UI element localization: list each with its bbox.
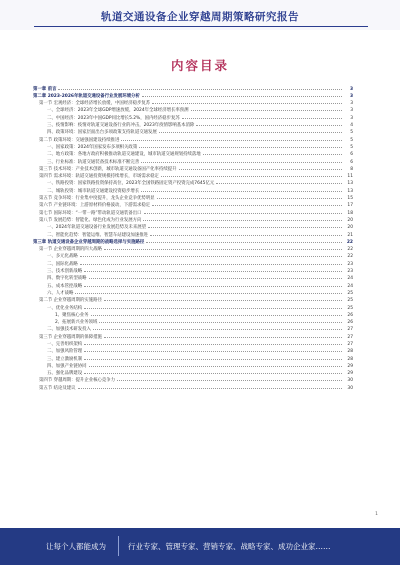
toc-leader-dots [161, 172, 342, 178]
toc-entry[interactable] [33, 193, 353, 200]
toc-entry[interactable] [33, 142, 353, 149]
toc-entry-line [33, 223, 353, 230]
toc-entry-label: 二、国际化战略 [47, 261, 78, 267]
toc-entry-page: 22 [347, 247, 353, 252]
toc-entry-page: 3 [349, 93, 353, 99]
toc-leader-dots [80, 252, 342, 258]
toc-entry-label: 第五节 竞争环境：行业集中度提升，龙头企业竞争优势明显 [39, 196, 155, 201]
toc-leader-dots [99, 318, 342, 324]
toc-entry-line [33, 288, 353, 295]
toc-entry[interactable] [33, 332, 353, 339]
toc-entry-page: 25 [347, 298, 353, 303]
toc-entry-line [33, 186, 353, 193]
toc-entry-page: 27 [347, 327, 353, 333]
toc-entry-label: 四、数字化转型战略 [47, 276, 87, 282]
toc-entry-label: 第三节 技术环境：产业技术创新，城市轨道交通设备国产化率持续提升 [39, 166, 177, 172]
toc-leader-dots [93, 325, 342, 331]
toc-entry-line [33, 215, 353, 222]
toc-entry[interactable] [33, 361, 353, 368]
report-title: 轨道交通设备企业穿越周期策略研究报告 [101, 11, 299, 23]
toc-entry-label: 1、聚焦核心业务 [55, 312, 89, 318]
toc-leader-dots [84, 354, 342, 360]
toc-entry[interactable] [33, 150, 353, 157]
toc-entry-page: 24 [347, 276, 353, 282]
toc-entry-page: 18 [347, 210, 353, 216]
toc-entry-label: 五、成本管控战略 [47, 283, 83, 289]
toc-entry-line [33, 318, 353, 325]
toc-leader-dots [89, 361, 342, 367]
toc-entry-label: 第二节 政策环境：交通强国建设持续推进 [39, 137, 120, 143]
toc-entry-page: 8 [350, 166, 353, 172]
toc-heading: 内容目录 [170, 58, 229, 73]
toc-entry-line [33, 201, 353, 208]
toc-entry-line [33, 281, 353, 288]
toc-entry-page: 3 [349, 86, 353, 92]
toc-entry[interactable] [33, 318, 353, 325]
toc-entry-label: 二、加强风险管理 [47, 349, 83, 354]
toc-entry-label: 第六节 产业链环境：上游原材料价格波动，下游需求稳定 [39, 203, 151, 209]
toc-leader-dots [179, 164, 342, 170]
toc-leader-dots [141, 157, 342, 163]
toc-entry-line [33, 99, 353, 106]
toc-entry-line [33, 128, 353, 135]
toc-entry-label: 第三节 企业穿越周期的保障措施 [39, 334, 102, 340]
toc-entry[interactable] [33, 230, 353, 237]
toc-entry[interactable] [33, 376, 353, 383]
toc-entry[interactable] [33, 274, 353, 281]
toc-leader-dots [203, 150, 342, 156]
toc-entry[interactable] [33, 201, 353, 208]
footer-slogan: 让每个人都能成为 [46, 542, 106, 551]
toc-entry-line [33, 310, 353, 317]
toc-entry-label: 一、优化业务结构 [47, 305, 83, 311]
toc-leader-dots [89, 274, 342, 280]
toc-entry[interactable] [33, 383, 353, 390]
toc-entry-line [33, 303, 353, 310]
toc-leader-dots [143, 215, 342, 221]
toc-entry-page: 27 [347, 341, 353, 347]
toc-entry-line [33, 142, 353, 149]
toc-entry[interactable] [33, 164, 353, 171]
toc-entry[interactable] [33, 303, 353, 310]
toc-entry-label: 一、全球经济：2023年全球GDP增速放缓，2024年全球经济增长率预测 [47, 108, 189, 114]
toc-leader-dots [91, 310, 342, 316]
toc-entry-page: 22 [346, 239, 353, 245]
toc-entry-line [33, 274, 353, 281]
toc-entry-page: 11 [347, 174, 353, 179]
toc-entry-label: 二、中国经济：2023年中国GDP同比增长5.2%，国内经济稳步复苏 [47, 115, 180, 121]
page-header [0, 0, 400, 30]
toc-entry[interactable] [33, 186, 353, 193]
toc-entry-page: 30 [347, 378, 353, 384]
toc-entry-line [33, 296, 353, 303]
toc-entry-line [33, 266, 353, 273]
toc-entry[interactable] [33, 369, 353, 376]
toc-entry-page: 4 [350, 123, 353, 128]
toc-entry-label: 第三章 轨道交通设备企业穿越周期的战略选择与实施路径 [33, 239, 145, 245]
toc-leader-dots [152, 201, 342, 207]
toc-entry-label: 三、行业标准：轨道交通装备技术标准不断完善 [47, 159, 140, 165]
toc-entry-label: 第四节 穿越周期：提升企业核心竞争力 [39, 378, 116, 384]
toc-entry-line [33, 91, 353, 98]
toc-entry-page: 20 [347, 225, 353, 230]
toc-leader-dots [84, 339, 342, 345]
toc-entry-label: 一、多元化战略 [47, 254, 78, 260]
toc-leader-dots [157, 193, 342, 199]
toc-entry[interactable] [33, 208, 353, 215]
toc-entry-line [33, 230, 353, 237]
toc-leader-dots [142, 91, 342, 97]
toc-entry-page: 3 [350, 115, 353, 121]
toc-entry-page: 3 [350, 108, 353, 114]
toc-leader-dots [121, 135, 342, 141]
toc-leader-dots [84, 303, 342, 309]
toc-entry-page: 24 [347, 283, 353, 289]
toc-entry-line [33, 164, 353, 171]
toc-entry[interactable] [33, 339, 353, 346]
footer-divider [118, 536, 119, 556]
toc-entry-page: 13 [347, 188, 353, 194]
toc-leader-dots [182, 113, 342, 119]
toc-leader-dots [75, 288, 342, 294]
toc-entry-page: 25 [347, 290, 353, 296]
toc-entry-label: 五、强化品牌建设 [47, 371, 83, 376]
toc-entry[interactable] [33, 172, 353, 179]
toc-entry[interactable] [33, 281, 353, 288]
toc-leader-dots [141, 186, 342, 192]
toc-entry-page: 21 [347, 232, 353, 238]
toc-entry-label: 二、城轨投资：城市轨道交通建设投资稳步增长 [47, 188, 140, 194]
toc-entry-page: 28 [347, 349, 353, 354]
toc-entry-line [33, 208, 353, 215]
toc-entry-line [33, 172, 353, 179]
toc-entry-line [33, 252, 353, 259]
toc-entry-label: 三、技术创新战略 [47, 269, 83, 274]
toc-entry-label: 一、完善组织架构 [47, 341, 83, 347]
toc-entry-label: 第七节 国际环境：“一带一路”带动轨道交通装备出口 [39, 210, 142, 216]
toc-entry-line [33, 332, 353, 339]
toc-leader-dots [104, 296, 342, 302]
toc-entry[interactable] [33, 106, 353, 113]
toc-entry-page: 25 [347, 305, 353, 311]
toc-entry-label: 第二章 2023-2026年轨道交通设备行业发展环境分析 [33, 93, 140, 99]
toc-entry-label: 二、智能化趋势：智能运维、智慧车站建设加速推进 [47, 232, 148, 238]
toc-leader-dots [196, 120, 342, 126]
toc-entry-label: 二、地方政策：各地方政府积极推动轨道交通建设，城市轨道交通规划持续落地 [47, 152, 201, 157]
table-of-contents [33, 84, 353, 390]
toc-chapter-entry[interactable] [33, 237, 353, 244]
toc-entry[interactable] [33, 252, 353, 259]
page-number: 1 [375, 512, 378, 517]
toc-entry[interactable] [33, 223, 353, 230]
toc-entry[interactable] [33, 215, 353, 222]
toc-entry-line [33, 325, 353, 332]
toc-entry[interactable] [33, 325, 353, 332]
toc-entry-page: 17 [347, 203, 353, 209]
toc-entry-line [33, 193, 353, 200]
toc-entry-line [33, 113, 353, 120]
toc-entry-line [33, 106, 353, 113]
toc-entry-page: 5 [350, 137, 353, 143]
toc-entry-line [33, 383, 353, 390]
toc-entry-line [33, 179, 353, 186]
toc-leader-dots [150, 230, 342, 236]
toc-entry-page: 22 [347, 254, 353, 260]
toc-leader-dots [84, 347, 342, 353]
toc-entry-label: 一、国家政策：2024年国家发布多项相关政策 [47, 144, 138, 150]
toc-entry[interactable] [33, 296, 353, 303]
toc-entry-line [33, 150, 353, 157]
toc-entry-label: 第四节 需求环境：轨道交通投资规模持续增长，市场需求稳定 [39, 174, 159, 179]
toc-entry-page: 6 [350, 152, 353, 157]
toc-entry-page: 27 [347, 334, 353, 340]
toc-leader-dots [191, 106, 342, 112]
toc-entry[interactable] [33, 120, 353, 127]
toc-leader-dots [117, 376, 342, 382]
toc-entry-label: 四、加强产业链协同 [47, 363, 87, 369]
toc-entry[interactable] [33, 113, 353, 120]
toc-entry-line [33, 135, 353, 142]
toc-entry-page: 20 [347, 217, 353, 223]
toc-entry[interactable] [33, 128, 353, 135]
toc-entry-line [33, 120, 353, 127]
toc-entry-line [33, 237, 353, 244]
toc-entry-label: 六、人才战略 [47, 290, 74, 296]
toc-leader-dots [152, 99, 342, 105]
toc-entry[interactable] [33, 157, 353, 164]
toc-leader-dots [144, 208, 342, 214]
toc-chapter-entry[interactable] [33, 84, 353, 91]
toc-entry-page: 3 [350, 101, 353, 106]
toc-entry-label: 一、铁路投资：国家铁路投资保持高位，2023年全国铁路固定资产投资完成7645亿元 [47, 181, 215, 187]
toc-leader-dots [58, 84, 342, 90]
toc-entry[interactable] [33, 99, 353, 106]
toc-entry-page: 5 [350, 130, 353, 136]
toc-entry-label: 第一节 宏观经济：全球经济增长放缓，中国经济稳步复苏 [39, 101, 151, 106]
toc-entry-label: 第一章 前言 [33, 86, 57, 92]
toc-entry-line [33, 245, 353, 252]
toc-entry[interactable] [33, 266, 353, 273]
toc-entry-line [33, 259, 353, 266]
toc-entry-page: 6 [350, 159, 353, 165]
toc-entry-page: 29 [347, 371, 353, 376]
page-footer [0, 528, 400, 565]
toc-entry-page: 26 [347, 320, 353, 325]
toc-entry-label: 第八节 发展趋势：智能化、绿色化成为行业发展方向 [39, 217, 142, 223]
toc-entry-label: 第五节 结论及建议 [39, 385, 76, 391]
toc-entry[interactable] [33, 245, 353, 252]
toc-entry-label: 四、政策环境：国家层面出台多项政策支持轨道交通发展 [47, 130, 157, 136]
toc-entry[interactable] [33, 354, 353, 361]
toc-entry-line [33, 354, 353, 361]
toc-entry-line [33, 369, 353, 376]
toc-leader-dots [148, 223, 342, 229]
toc-entry[interactable] [33, 135, 353, 142]
toc-entry[interactable] [33, 310, 353, 317]
toc-entry[interactable] [33, 259, 353, 266]
toc-entry-label: 第一节 企业穿越周期的四大战略 [39, 247, 102, 252]
toc-entry-page: 13 [347, 181, 353, 187]
toc-entry-line [33, 376, 353, 383]
toc-entry-page: 15 [347, 196, 353, 201]
toc-entry-page: 29 [347, 363, 353, 369]
toc-entry-label: 三、疫情影响：疫情对轨道交通设备行业的冲击，2023年疫情影响基本消除 [47, 123, 195, 128]
toc-entry-page: 5 [350, 144, 353, 150]
toc-entry[interactable] [33, 347, 353, 354]
toc-entry-label: 2、拓展新兴业务领域 [55, 320, 98, 325]
toc-leader-dots [84, 266, 342, 272]
toc-leader-dots [104, 332, 342, 338]
toc-entry-line [33, 84, 353, 91]
toc-entry[interactable] [33, 179, 353, 186]
toc-entry-label: 三、建立激励机制 [47, 356, 83, 362]
footer-roles: 行业专家、管理专家、营销专家、战略专家、成功企业家…… [128, 542, 331, 551]
toc-entry-page: 30 [347, 385, 353, 391]
toc-chapter-entry[interactable] [33, 91, 353, 98]
toc-entry-page: 23 [347, 269, 353, 274]
toc-leader-dots [84, 281, 342, 287]
toc-leader-dots [104, 245, 342, 251]
toc-entry-page: 26 [347, 312, 353, 318]
toc-entry-line [33, 157, 353, 164]
toc-leader-dots [146, 237, 342, 243]
toc-leader-dots [78, 383, 342, 389]
toc-entry-page: 23 [347, 261, 353, 267]
header-rule [34, 26, 368, 27]
toc-entry-line [33, 347, 353, 354]
toc-entry-label: 二、加强技术研发投入 [47, 327, 91, 333]
toc-leader-dots [80, 259, 342, 265]
toc-entry-line [33, 361, 353, 368]
toc-leader-dots [139, 142, 342, 148]
toc-entry-line [33, 339, 353, 346]
toc-leader-dots [159, 128, 342, 134]
toc-entry-label: 第二节 企业穿越周期的实施路径 [39, 298, 102, 303]
toc-entry-label: 一、2024年轨道交通设备行业发展趋势及未来展望 [47, 225, 146, 230]
toc-leader-dots [84, 369, 342, 375]
toc-entry-page: 28 [347, 356, 353, 362]
toc-entry[interactable] [33, 288, 353, 295]
toc-leader-dots [216, 179, 342, 185]
